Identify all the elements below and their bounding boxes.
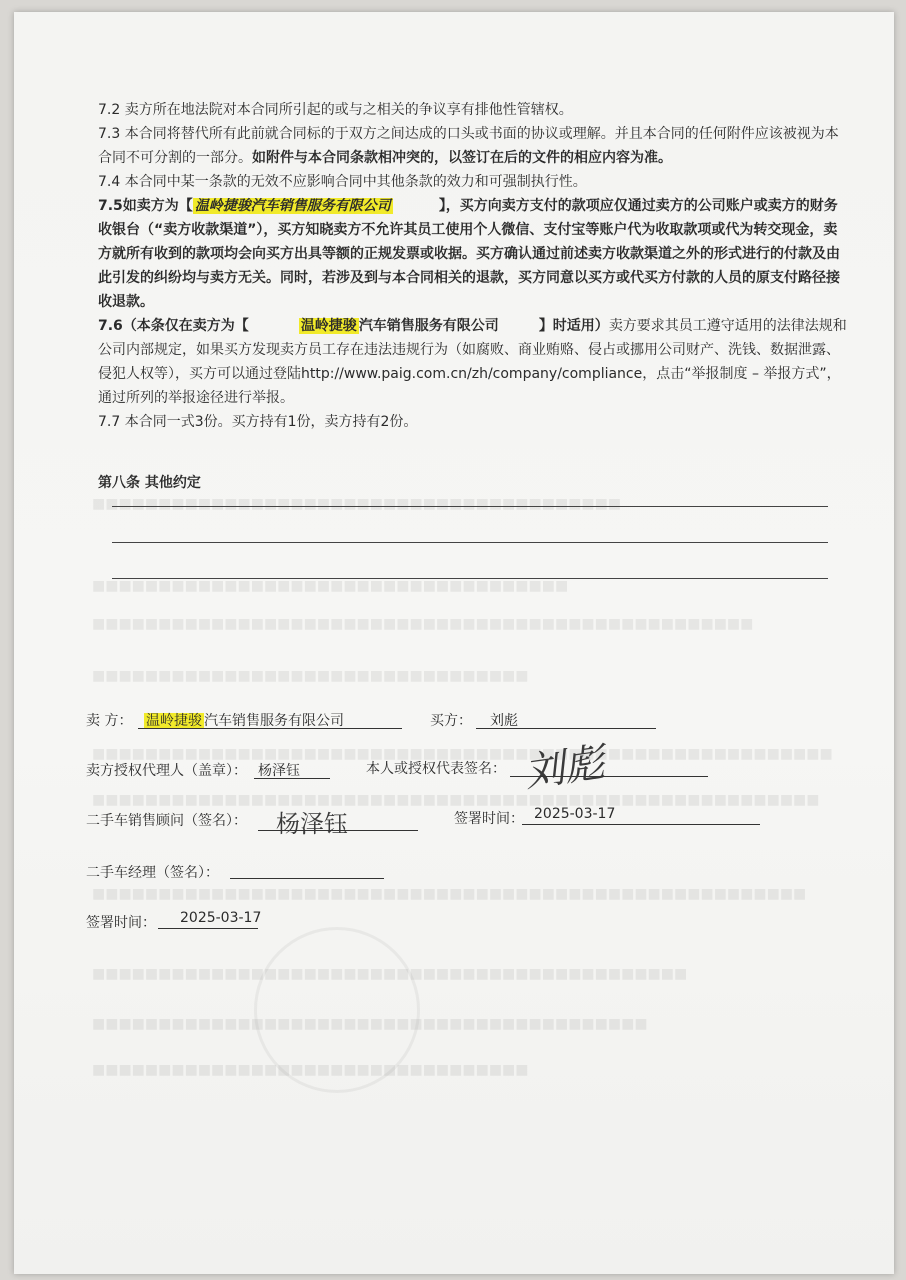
- sign-time-value: 2025-03-17: [534, 806, 616, 822]
- seller-name-highlight: 温岭捷骏: [146, 713, 202, 729]
- bleed-through-text: ■■■■■■■■■■■■■■■■■■■■■■■■■■■■■■■■■■■■■■■■: [92, 496, 622, 512]
- clause-7-5-body: 】，买方向卖方支付的款项应仅通过卖方的公司账户或卖方的财务收银台（“卖方收款渠道”），买方知晓卖方不允许其员工使用个人微信、支付宝等账户代为收取款项或代为转交现金，卖方就所有收到的款项均会向买方出具等额的正规发票或收据。买方确认通过前述卖方收款渠道之外的形式进行的付款及由此引发的纠纷均与卖方无关。同时，若涉及到与本合同相关的退款，买方同意以买方或代买方付款的人员的原支付路径接收退款。: [98, 198, 840, 310]
- advisor-handwritten-signature: 杨泽钰: [276, 810, 348, 838]
- stamp-bleed-through: [254, 927, 420, 1093]
- clause-7-3-bold: 如附件与本合同条款相冲突的，以签订在后的文件的相应内容为准。: [252, 150, 672, 166]
- seller-name-rest: 汽车销售服务有限公司: [204, 713, 344, 729]
- bleed-through-text: ■■■■■■■■■■■■■■■■■■■■■■■■■■■■■■■■■■■■■■■■■■: [92, 1016, 648, 1032]
- bleed-through-text: ■■■■■■■■■■■■■■■■■■■■■■■■■■■■■■■■■■■■: [92, 578, 569, 594]
- manager-label: 二手车经理（签名）：: [86, 865, 219, 881]
- clause-7-6: [98, 314, 848, 410]
- bleed-through-text: ■■■■■■■■■■■■■■■■■■■■■■■■■■■■■■■■■■■■■■■■■■■■■■■■■■: [92, 616, 754, 632]
- blank-line-1: [112, 506, 828, 507]
- clause-7-6-body: 卖方要求其员工遵守适用的法律法规和公司内部规定，如果买方发现卖方员工存在违法违规行为（如腐败、商业贿赂、侵占或挪用公司财产、洗钱、数据泄露、侵犯人权等），买方可以通过登陆http://www.paig.com.cn/zh/company/compliance，点击“举报制度 – 举报方式”，通过所列的举报途径进行举报。: [98, 318, 847, 406]
- clause-7-5-prefix: 7.5如卖方为【: [98, 198, 193, 214]
- agent-underline: [254, 778, 330, 779]
- clause-7-4: 7.4 本合同中某一条款的无效不应影响合同中其他条款的效力和可强制执行性。: [98, 174, 587, 190]
- bleed-through-text: ■■■■■■■■■■■■■■■■■■■■■■■■■■■■■■■■■■■■■■■■■■■■■: [92, 966, 688, 982]
- sign-time-underline-2: [158, 928, 258, 929]
- sign-time-label: 签署时间：: [454, 811, 524, 827]
- buyer-name: 刘彪: [490, 713, 518, 729]
- clause-7-2: 7.2 卖方所在地法院对本合同所引起的或与之相关的争议享有排他性管辖权。: [98, 102, 573, 118]
- sign-time-underline: [522, 824, 760, 825]
- clause-7-5-company: 温岭捷骏汽车销售服务有限公司: [194, 198, 391, 214]
- agent-label: 卖方授权代理人（盖章）：: [86, 763, 247, 779]
- agent-name: 杨泽钰: [258, 763, 300, 779]
- rep-signature-underline: [510, 776, 708, 777]
- bleed-through-text: ■■■■■■■■■■■■■■■■■■■■■■■■■■■■■■■■■: [92, 668, 529, 684]
- seller-label: 卖 方：: [86, 713, 133, 729]
- advisor-underline: [258, 830, 418, 831]
- seller-underline: [138, 728, 402, 729]
- bleed-through-text: ■■■■■■■■■■■■■■■■■■■■■■■■■■■■■■■■■■■■■■■■■■■■■■■■■■■■■■■■: [92, 746, 833, 762]
- blank-line-2: [112, 542, 828, 543]
- blank-line-3: [112, 578, 828, 579]
- clause-7-6-condition: 】时适用）: [538, 318, 609, 334]
- clause-7-6-company-highlight: 温岭捷骏: [300, 318, 357, 334]
- clause-7-6-company-rest: 汽车销售服务有限公司: [358, 318, 499, 334]
- rep-signature-label: 本人或授权代表签名：: [366, 761, 506, 777]
- article-8-title: 第八条 其他约定: [98, 475, 201, 491]
- clause-7-3-text: 7.3 本合同将替代所有此前就合同标的于双方之间达成的口头或书面的协议或理解。并且本合同的任何附件应该被视为本合同不可分割的一部分。: [98, 126, 839, 166]
- bleed-through-text: ■■■■■■■■■■■■■■■■■■■■■■■■■■■■■■■■■■■■■■■■■■■■■■■■■■■■■■■: [92, 792, 820, 808]
- bleed-through-text: ■■■■■■■■■■■■■■■■■■■■■■■■■■■■■■■■■■■■■■■■■■■■■■■■■■■■■■: [92, 886, 807, 902]
- clause-7-7: 7.7 本合同一式3份。买方持有1份，卖方持有2份。: [98, 414, 418, 430]
- manager-underline: [230, 878, 384, 879]
- clauses-section: [98, 98, 848, 434]
- clause-7-6-prefix: 7.6（本条仅在卖方为【: [98, 318, 249, 334]
- clause-7-3: [98, 122, 848, 170]
- sign-time-label-2: 签署时间：: [86, 915, 156, 931]
- clause-7-5: [98, 194, 848, 314]
- sign-time-value-2: 2025-03-17: [180, 910, 262, 926]
- bleed-through-text: ■■■■■■■■■■■■■■■■■■■■■■■■■■■■■■■■■: [92, 1062, 529, 1078]
- seller-name: [144, 710, 344, 730]
- advisor-label: 二手车销售顾问（签名）：: [86, 813, 247, 829]
- buyer-label: 买方：: [430, 713, 472, 729]
- contract-page: [14, 12, 894, 1274]
- buyer-underline: [476, 728, 656, 729]
- rep-handwritten-signature: 刘彪: [521, 739, 608, 797]
